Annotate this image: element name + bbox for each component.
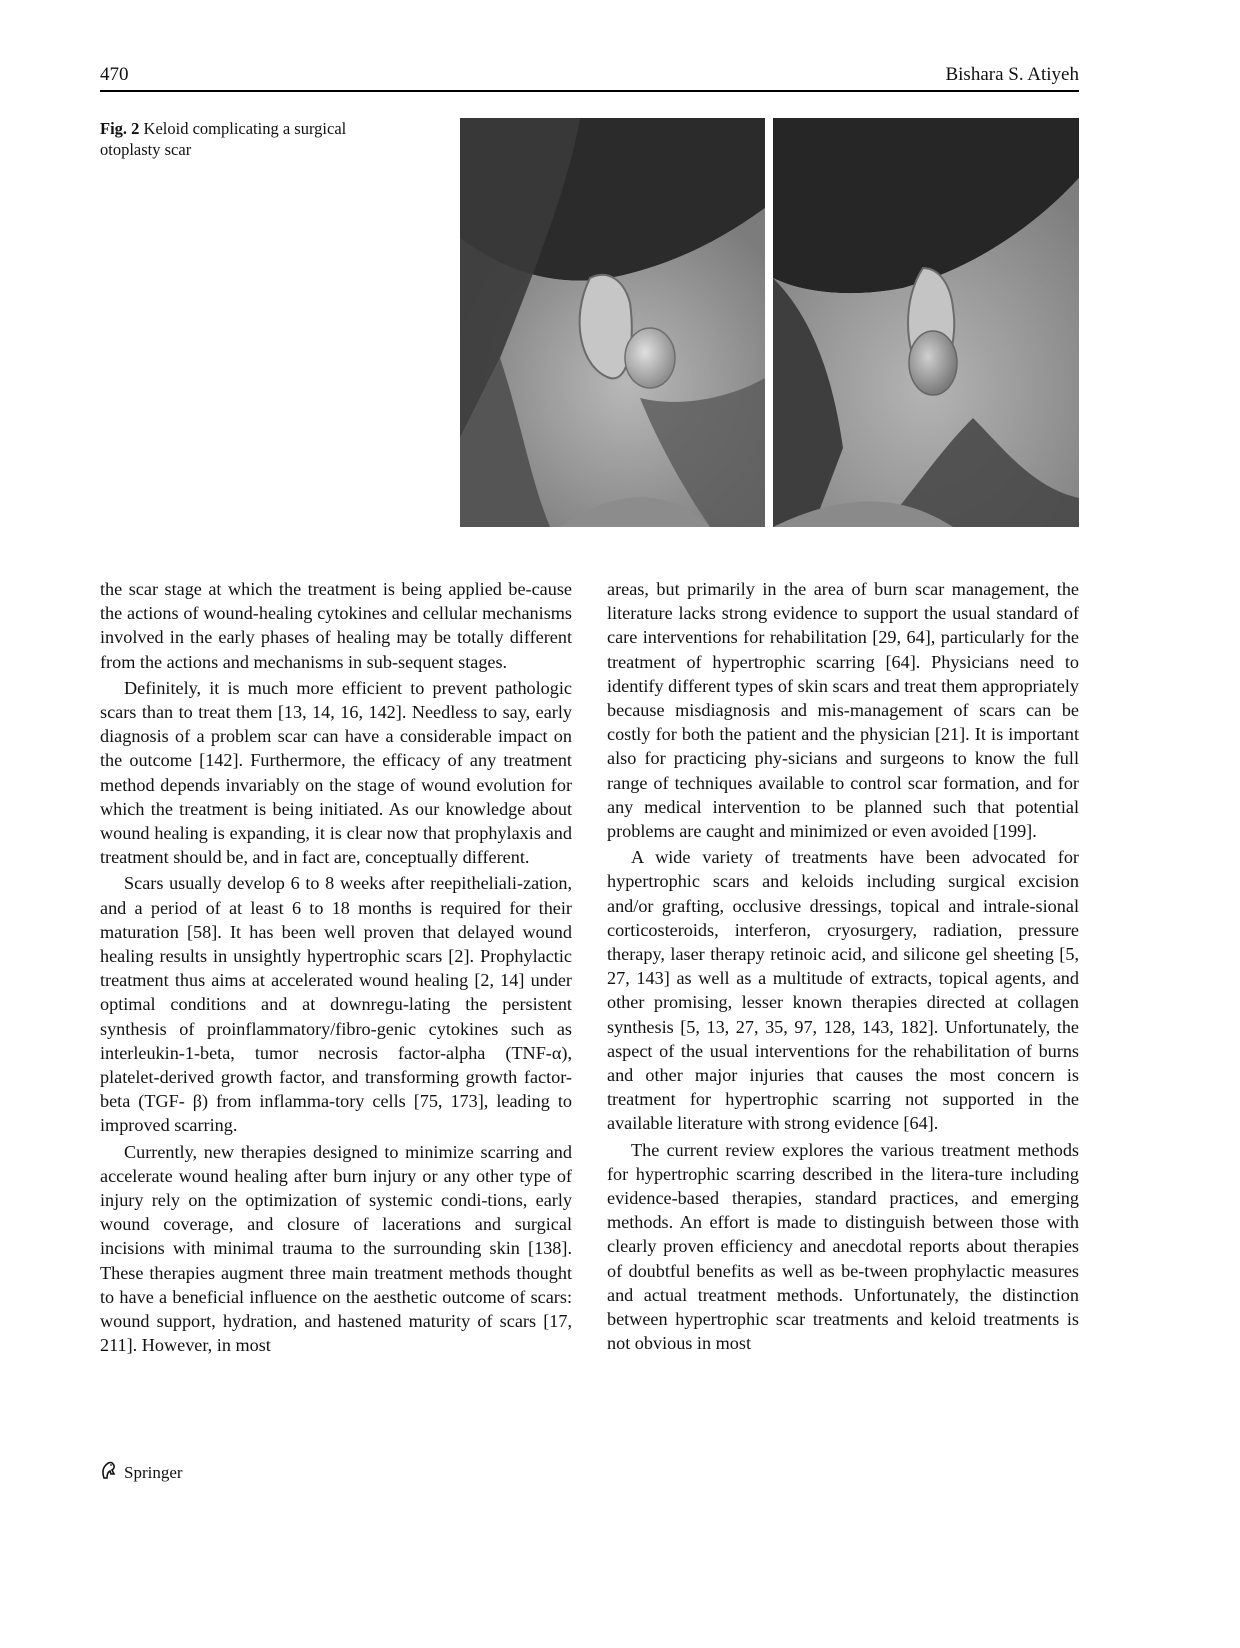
figure-photo-left <box>460 118 765 527</box>
paragraph: A wide variety of treatments have been advocated for hypertrophic scars and keloids including surgical excision and/or grafting, occlusive dressings, topical and intrale-sional corticosteroids, interferon, cryosurgery, radiation, pressure therapy, laser therapy retinoic acid, and silicone gel sheeting [5, 27, 143] as well as a multitude of extracts, topical agents, and other promising, lesser known therapies directed at collagen synthesis [5, 13, 27, 35, 97, 128, 143, 182]. Unfortunately, the aspect of the usual interventions for the rehabilitation of burns and other major injuries that causes the most concern is treatment for hypertrophic scarring not supported in the available literature with strong evidence [64]. <box>607 847 1079 1134</box>
running-header <box>100 60 1079 86</box>
header-rule <box>100 90 1079 92</box>
paragraph: the scar stage at which the treatment is being applied be-cause the actions of wound-healing cytokines and cellular mechanisms involved in the early phases of healing may be totally different from the actions and mechanisms in sub-sequent stages. <box>100 579 572 672</box>
paragraph: Scars usually develop 6 to 8 weeks after reepitheliali-zation, and a period of at least 6 to 18 months is required for their maturation [58]. It has been well proven that delayed wound healing results in unsightly hypertrophic scars [2]. Prophylactic treatment thus aims at accelerated wound healing [2, 14] under optimal conditions and at downregu-lating the persistent synthesis of proinflammatory/fibro-genic cytokines such as interleukin-1-beta, tumor necrosis factor-alpha (TNF-α), platelet-derived growth factor, and transforming growth factor-beta (TGF- β) from inflamma-tory cells [75, 173], leading to improved scarring. <box>100 873 572 1136</box>
paragraph: The current review explores the various treatment methods for hypertrophic scarring described in the litera-ture including evidence-based therapies, standard practices, and emerging methods. An effort is made to distinguish between those with clearly proven efficiency and anecdotal reports about therapies of doubtful benefits as well as be-tween prophylactic measures and actual treatment methods. Unfortunately, the distinction between hypertrophic scar treatments and keloid treatments is not obvious in most <box>607 1139 1079 1354</box>
paragraph: Currently, new therapies designed to minimize scarring and accelerate wound healing after burn injury or any other type of injury rely on the optimization of systemic condi-tions, early wound coverage, and closure of lacerations and surgical incisions with minimal trauma to the surrounding skin [138]. These therapies augment three main treatment methods thought to have a beneficial influence on the aesthetic outcome of scars: wound support, hydration, and hastened maturity of scars [17, 211]. However, in most <box>100 1141 572 1356</box>
figure-label: Fig. 2 <box>100 119 140 138</box>
paragraph: Definitely, it is much more efficient to prevent pathologic scars than to treat them [13, 14, 16, 142]. Needless to say, early diagnosis of a problem scar can have a considerable impact on the outcome [142]. Furthermore, the efficacy of any treatment method depends invariably on the stage of wound evolution for which the treatment is being initiated. As our knowledge about wound healing is expanding, it is clear now that prophylaxis and treatment should be, and in fact are, conceptually different. <box>100 677 572 868</box>
figure-photo-right <box>773 118 1079 527</box>
running-author: Bishara S. Atiyeh <box>945 64 1079 85</box>
publisher-name: Springer <box>124 1462 183 1482</box>
left-text-column <box>100 577 572 1360</box>
springer-horse-icon <box>100 1460 118 1485</box>
right-text-column <box>607 577 1079 1358</box>
paragraph: areas, but primarily in the area of burn scar management, the literature lacks strong evidence to support the usual standard of care interventions for rehabilitation [29, 64], particularly for the treatment of hypertrophic scarring [64]. Physicians need to identify different types of skin scars and treat them appropriately because misdiagnosis and mis-management of scars can be costly for both the patient and the physician [21]. It is important also for practicing phy-sicians and surgeons to know the full range of techniques available to control scar formation, and for any medical intervention to be planned such that potential problems are caught and minimized or even avoided [199]. <box>607 579 1079 842</box>
figure-caption-text: Keloid complicating a surgical otoplasty scar <box>100 119 347 159</box>
footer <box>100 1460 183 1485</box>
figure-caption <box>100 118 350 160</box>
page-number: 470 <box>100 64 129 85</box>
